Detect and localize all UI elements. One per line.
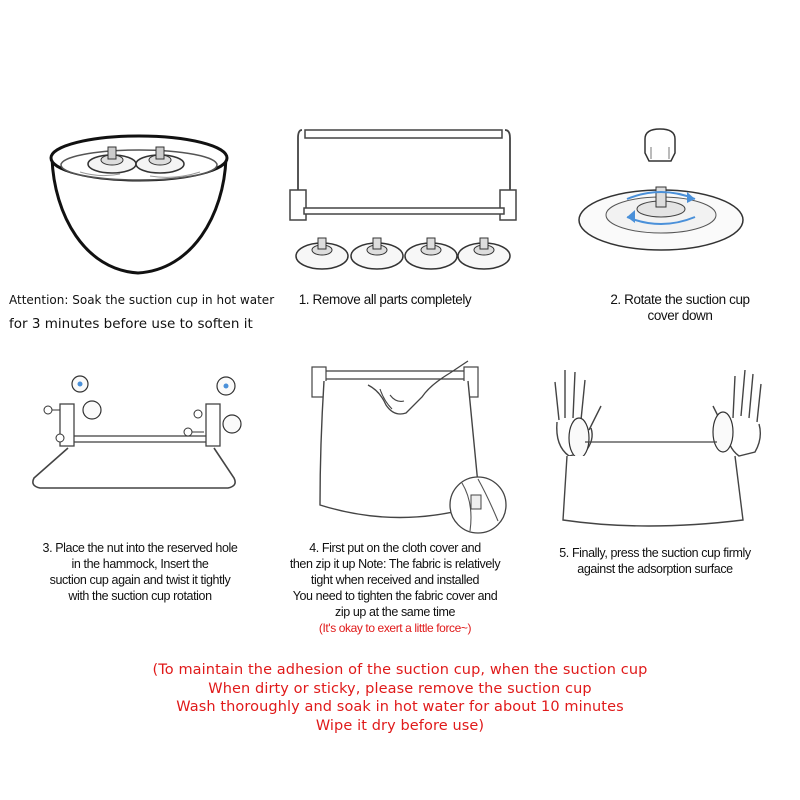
panel-soak: [40, 120, 240, 280]
maintenance-line-3: Wash thoroughly and soak in hot water for about 10 minutes: [176, 699, 624, 715]
panel-step4: [310, 355, 510, 530]
step4-caption: [270, 540, 520, 636]
step5-line-1: 5. Finally, press the suction cup firmly: [559, 546, 751, 560]
maintenance-line-1: (To maintain the adhesion of the suction cup, when the suction cup: [152, 662, 648, 678]
assembly-illustration: [28, 370, 253, 500]
step3-caption: [20, 540, 260, 604]
step5-caption: [550, 545, 760, 577]
step4-note: (It's okay to exert a little force~): [318, 621, 472, 635]
step3-line-2: in the hammock, Insert the: [71, 557, 209, 571]
step3-line-1: 3. Place the nut into the reserved hole: [42, 541, 238, 555]
attention-caption: [9, 292, 274, 333]
step4-line-5: zip up at the same time: [334, 605, 456, 619]
frame-parts-illustration: [280, 118, 520, 278]
panel-step2: [575, 125, 745, 265]
maintenance-line-2: When dirty or sticky, please remove the suction cup: [208, 680, 592, 697]
step1-line-1: 1. Remove all parts completely: [298, 292, 472, 307]
step4-line-4: You need to tighten the fabric cover and: [292, 589, 498, 603]
press-cups-illustration: [545, 360, 765, 535]
maintenance-note: [0, 661, 800, 735]
cloth-cover-illustration: [310, 355, 510, 530]
panel-step3: [28, 370, 253, 500]
step3-line-3: suction cup again and twist it tightly: [49, 573, 231, 587]
panel-step1: [280, 118, 520, 278]
rotate-cup-illustration: [575, 125, 745, 265]
step3-line-4: with the suction cup rotation: [68, 589, 212, 603]
panel-step5: [545, 360, 765, 535]
step1-caption: [270, 292, 500, 308]
step4-line-2: then zip it up Note: The fabric is relatively: [289, 557, 501, 571]
attention-line-1: Attention: Soak the suction cup in hot water: [9, 293, 275, 307]
step4-line-1: 4. First put on the cloth cover and: [309, 541, 481, 555]
bowl-illustration: [40, 120, 240, 280]
step2-line-2: cover down: [647, 308, 713, 323]
step2-caption: [585, 292, 775, 324]
step2-line-1: 2. Rotate the suction cup: [610, 292, 750, 307]
attention-line-2: for 3 minutes before use to soften it: [9, 316, 253, 332]
maintenance-line-4: Wipe it dry before use): [315, 717, 485, 734]
step5-line-2: against the adsorption surface: [577, 562, 733, 576]
step4-line-3: tight when received and installed: [310, 573, 480, 587]
